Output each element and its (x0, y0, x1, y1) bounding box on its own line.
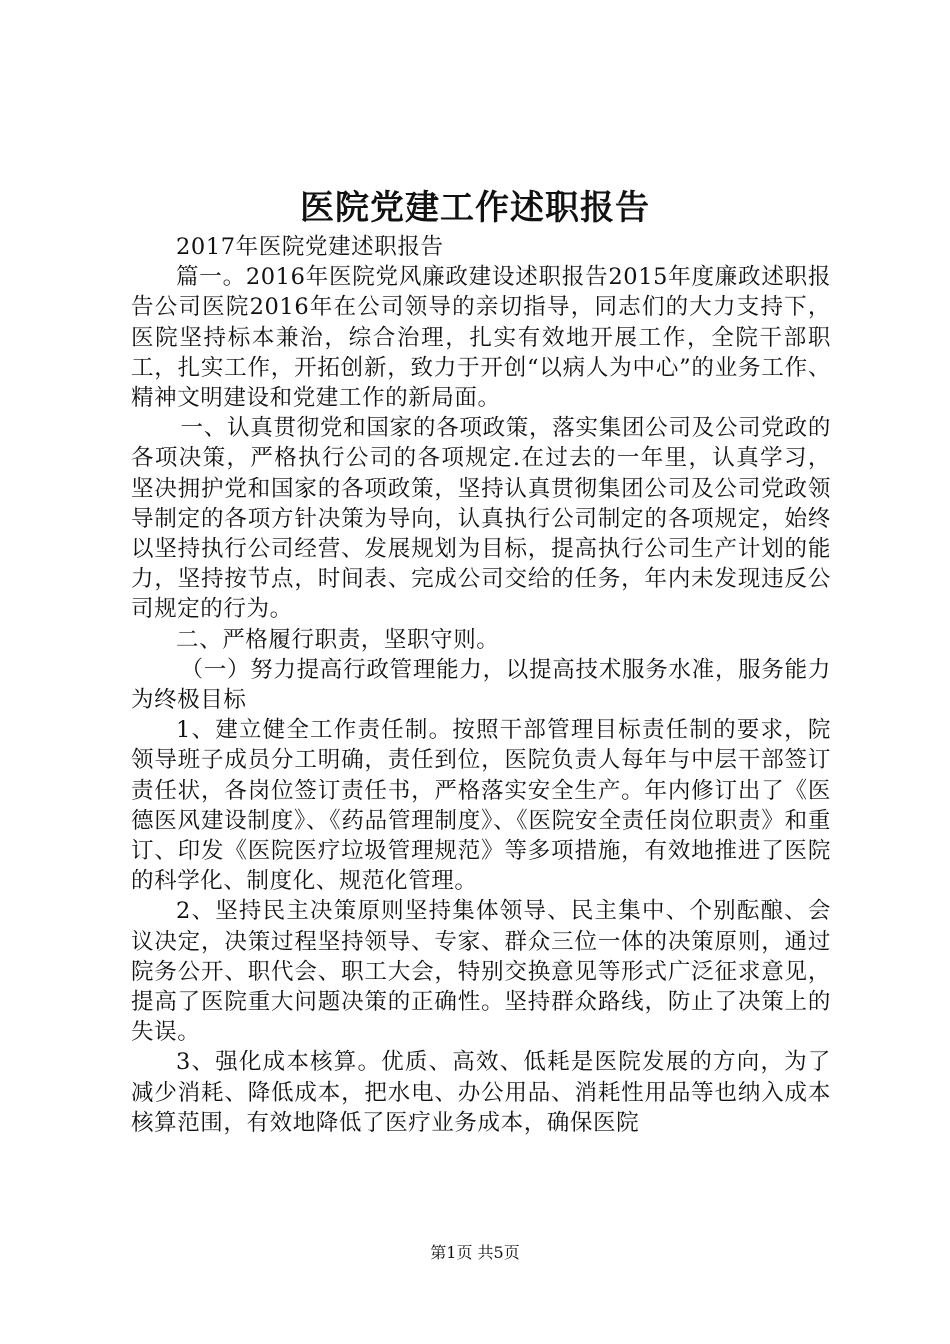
paragraph-section-2: 二、严格履行职责，坚职守则。 (176, 626, 500, 653)
paragraph-subsection-1: （一）努力提高行政管理能力，以提高技术服务水准，服务能力为终极目标 (131, 656, 831, 714)
paragraph-intro: 篇一。2016年医院党风廉政建设述职报告2015年度廉政述职报告公司医院2016年在公司领导的亲切指导，同志们的大力支持下，医院坚持标本兼治，综合治理，扎实有效地开展工作，全院干部职工，扎实工作，开拓创新，致力于开创“以病人为中心”的业务工作、精神文明建设和党建工作的新局面。 (131, 264, 831, 412)
document-title: 医院党建工作述职报告 (300, 188, 650, 228)
paragraph-item-2: 2、坚持民主决策原则坚持集体领导、民主集中、个别酝酿、会议决定，决策过程坚持领导、专家、群众三位一体的决策原则，通过院务公开、职代会、职工大会，特别交换意见等形式广泛征求意见，提高了医院重大问题决策的正确性。坚持群众路线，防止了决策上的失误。 (131, 898, 831, 1046)
page-footer: 第1页 共5页 (430, 1243, 520, 1262)
paragraph-item-1: 1、建立健全工作责任制。按照干部管理目标责任制的要求，院领导班子成员分工明确，责任到位，医院负责人每年与中层干部签订责任状，各岗位签订责任书，严格落实安全生产。年内修订出了《医德医风建设制度》、《药品管理制度》、《医院安全责任岗位职责》和重订、印发《医院医疗垃圾管理规范》等多项措施，有效地推进了医院的科学化、制度化、规范化管理。 (131, 717, 831, 895)
document-body (131, 232, 831, 1138)
paragraph-subtitle: 2017年医院党建述职报告 (176, 234, 444, 260)
paragraph-section-1: 一、认真贯彻党和国家的各项政策，落实集团公司及公司党政的各项决策，严格执行公司的各项规定.在过去的一年里，认真学习，坚决拥护党和国家的各项政策，坚持认真贯彻集团公司及公司党政领导制定的各项方针决策为导向，认真执行公司制定的各项规定，始终以坚持执行公司经营、发展规划为目标，提高执行公司生产计划的能力，坚持按节点，时间表、完成公司交给的任务，年内未发现违反公司规定的行为。 (131, 415, 831, 623)
paragraph-item-3: 3、强化成本核算。优质、高效、低耗是医院发展的方向，为了减少消耗、降低成本，把水电、办公用品、消耗性用品等也纳入成本核算范围，有效地降低了医疗业务成本，确保医院 (131, 1049, 831, 1136)
